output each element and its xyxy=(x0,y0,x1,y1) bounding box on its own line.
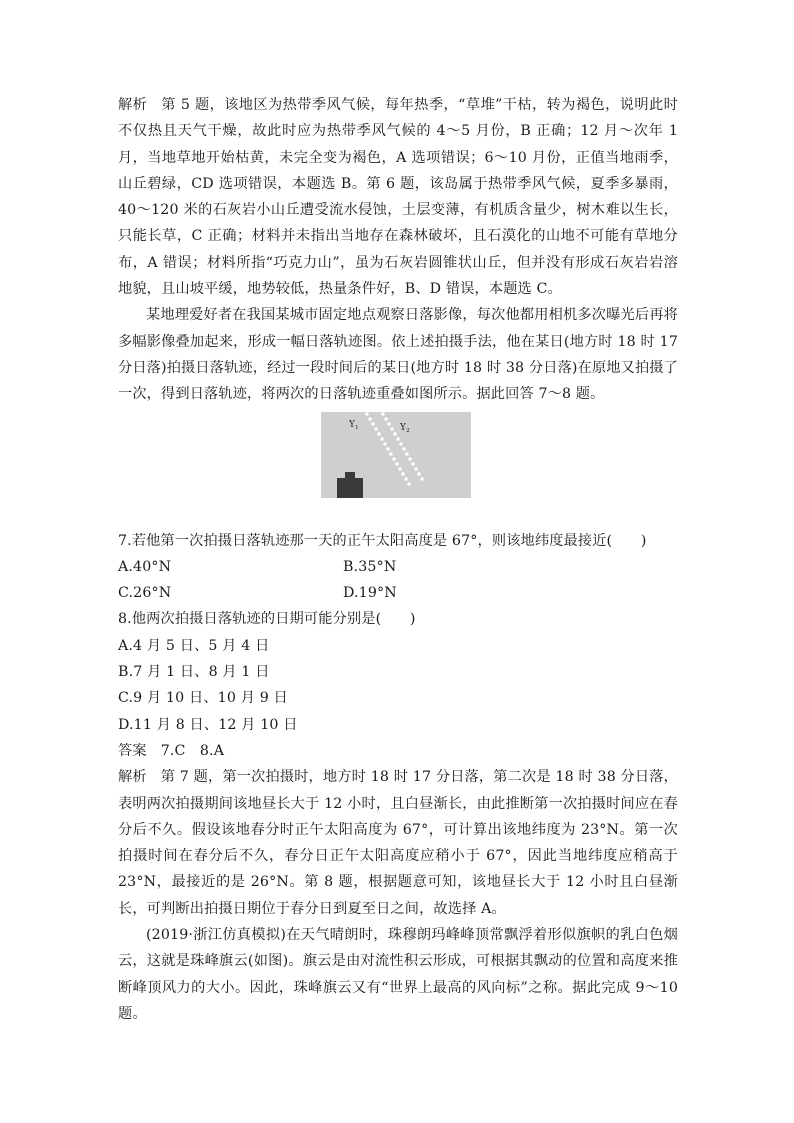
trail-dot xyxy=(387,422,390,425)
analysis-label: 解析 xyxy=(118,97,148,113)
trail-dot xyxy=(377,432,380,435)
trail-dot xyxy=(405,452,408,455)
figure-container xyxy=(118,408,678,528)
trail-dot xyxy=(402,447,405,450)
intro-paragraph-7-8: 某地理爱好者在我国某城市固定地点观察日落影像，每次他都用相机多次曝光后再将多幅影像叠加起来，形成一幅日落轨迹图。依上述拍摄手法，他在某日(地方时 18 时 17 分日落)拍摄日落轨迹，经过一段时间后的某日(地方时 18 时 38 分日落)在原地又拍摄了一次，得到日落轨迹，将两次的日落轨迹重叠如图所示。据此回答 7～8 题。 xyxy=(118,307,678,403)
question-7-options-row-2 xyxy=(118,580,678,606)
trail-dot xyxy=(420,477,423,480)
trail-dot xyxy=(399,442,402,445)
trail-dot xyxy=(390,427,393,430)
answer-label: 答案 xyxy=(118,742,147,759)
trail-dot xyxy=(414,467,417,470)
answer-text: 7.C 8.A xyxy=(160,742,225,759)
document-page xyxy=(118,92,678,1027)
option-7-a: A.40°N xyxy=(118,558,172,575)
trail-dot xyxy=(408,457,411,460)
trail-dot xyxy=(365,412,368,415)
option-8-b: B.7 月 1 日、8 月 1 日 xyxy=(118,664,270,681)
intro-paragraph-9-10: (2019·浙江仿真模拟)在天气晴朗时，珠穆朗玛峰峰顶常飘浮着形似旗帜的乳白色烟云，这就是珠峰旗云(如图)。旗云是由对流性积云形成，可根据其飘动的位置和高度来推断峰顶风力的大小。因此，珠峰旗云又有“世界上最高的风向标”之称。据此完成 9～10 题。 xyxy=(118,927,678,1022)
question-7-stem: 7.若他第一次拍摄日落轨迹那一天的正午太阳高度是 67°，则该地纬度最接近( ) xyxy=(118,532,647,549)
trail-dot xyxy=(398,467,401,470)
question-7-options-row-1 xyxy=(118,554,678,580)
analysis-paragraph-7-8 xyxy=(118,764,678,922)
trail-dot xyxy=(395,462,398,465)
trail-dot xyxy=(401,472,404,475)
sunset-trail-figure xyxy=(321,412,471,498)
trail-dot xyxy=(393,432,396,435)
trail-dot xyxy=(389,452,392,455)
trail-dot xyxy=(380,437,383,440)
label-y2: $Y_2$ xyxy=(400,422,410,434)
option-7-c: C.26°N xyxy=(118,585,172,602)
analysis-label: 解析 xyxy=(118,769,147,786)
trail-dot xyxy=(381,412,384,415)
option-8-c: C.9 月 10 日、10 月 9 日 xyxy=(118,690,288,707)
trail-dot xyxy=(396,437,399,440)
trail-dot xyxy=(407,482,410,485)
analysis-text: 第 5 题，该地区为热带季风气候，每年热季，“草堆”干枯，转为褐色，说明此时不仅热且天气干燥，故此时应为热带季风气候的 4～5 月份，B 正确；12 月～次年 1 月，当地草地开始枯黄，未完全变为褐色，A 选项错误；6～10 月份，正值当地雨季，山丘碧绿，CD 选项错误，本题选 B。第 6 题，该岛属于热带季风气候，夏季多暴雨，40～120 米的石灰岩小山丘遭受流水侵蚀，土层变薄，有机质含量少，树木难以生长，只能长草，C 正确；材料并未指出当地存在森林破坏，且石漠化的山地不可能有草地分布，A 错误；材料所指“巧克力山”，虽为石灰岩圆锥状山丘，但并没有形成石灰岩岩溶地貌，且山坡平缓，地势较低，热量条件好，B、D 错误，本题选 C。 xyxy=(118,97,678,298)
trail-dot xyxy=(384,417,387,420)
trail-dot xyxy=(417,472,420,475)
trail-dot xyxy=(411,462,414,465)
option-7-b: B.35°N xyxy=(343,558,397,575)
question-8-stem: 8.他两次拍摄日落轨迹的日期可能分别是( ) xyxy=(118,611,416,628)
trail-dot xyxy=(386,447,389,450)
answer-line xyxy=(118,738,678,764)
option-7-d: D.19°N xyxy=(343,585,397,602)
option-8-a: A.4 月 5 日、5 月 4 日 xyxy=(118,637,270,654)
label-y1: $Y_1$ xyxy=(349,419,359,431)
trail-dot xyxy=(392,457,395,460)
option-8-d: D.11 月 8 日、12 月 10 日 xyxy=(118,716,298,733)
analysis-paragraph-5-6 xyxy=(118,92,678,302)
trail-dot xyxy=(368,417,371,420)
analysis-text: 第 7 题，第一次拍摄时，地方时 18 时 17 分日落，第二次是 18 时 38 分日落，表明两次拍摄期间该地昼长大于 12 小时，且白昼渐长，由此推断第一次拍摄时间应在春分后不久。假设该地春分时正午太阳高度为 67°，可计算出该地纬度为 23°N。第一次拍摄时间在春分后不久，春分日正午太阳高度应稍小于 67°，因此当地纬度应稍高于 23°N，最接近的是 26°N。第 8 题，根据题意可知，该地昼长大于 12 小时且白昼渐长，可判断出拍摄日期位于春分日到夏至日之间，故选择 A。 xyxy=(118,769,678,917)
trail-dot xyxy=(371,422,374,425)
trail-dot xyxy=(404,477,407,480)
trail-dot xyxy=(374,427,377,430)
trail-dot xyxy=(383,442,386,445)
